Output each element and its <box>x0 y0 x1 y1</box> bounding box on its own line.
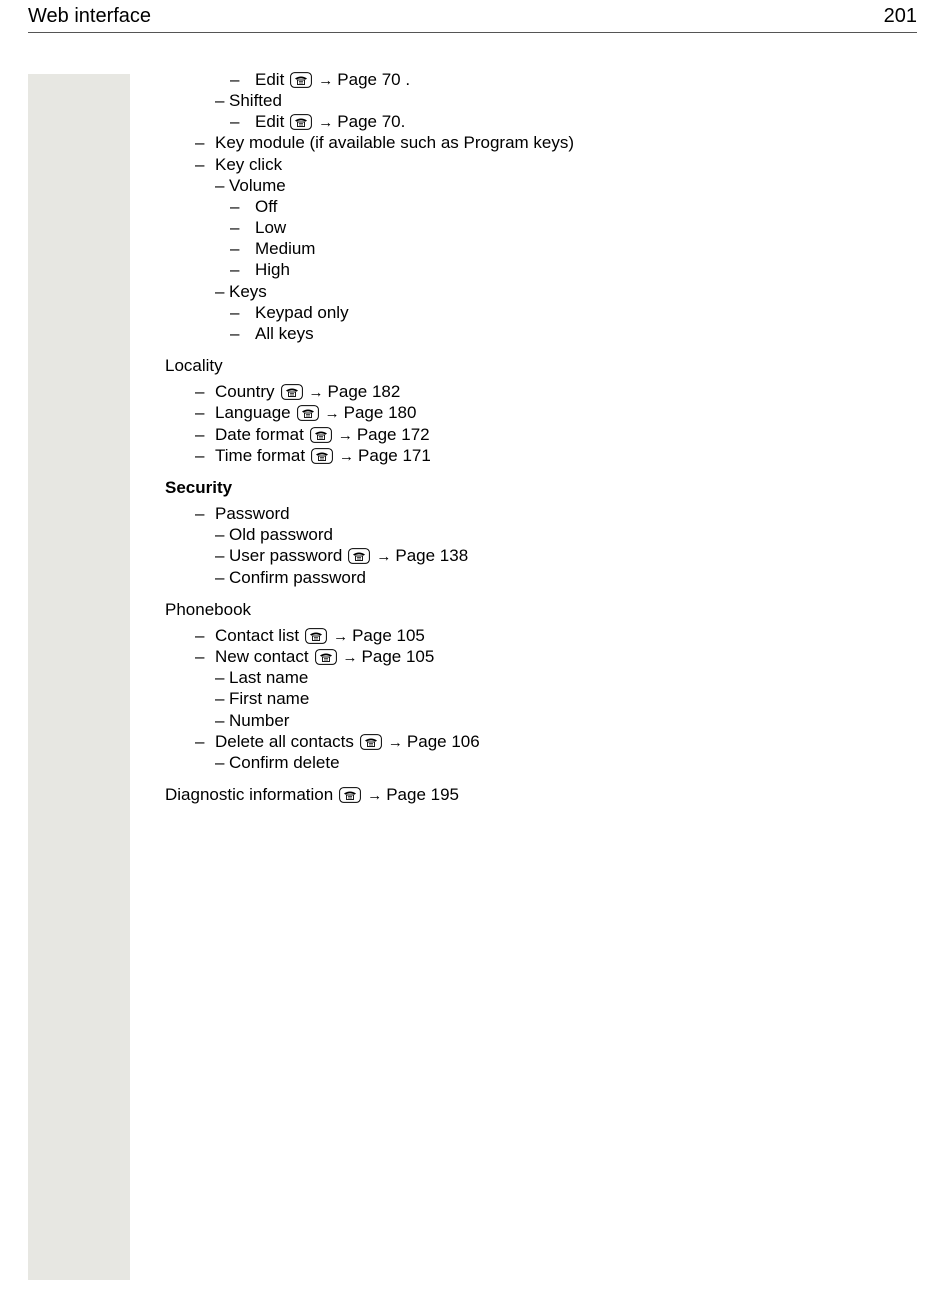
list-item: – Old password <box>215 525 333 544</box>
page-reference: Page 172 <box>356 425 430 444</box>
list-item: – Password <box>195 504 290 523</box>
side-margin-bar <box>28 74 130 1280</box>
list-item: – Keypad only <box>230 303 349 322</box>
list-item: – New contact → Page 105 <box>195 647 434 670</box>
phone-icon <box>290 72 312 93</box>
page-header-title: Web interface <box>28 5 152 27</box>
list-item: – Edit → Page 70. <box>230 112 405 135</box>
page-reference: Page 70. <box>337 112 406 131</box>
list-item: – Date format → Page 172 <box>195 425 430 448</box>
arrow-right-icon: → <box>376 548 392 565</box>
arrow-right-icon: → <box>324 405 340 422</box>
item-label: Medium <box>255 239 316 258</box>
list-item: – Keys <box>215 282 267 301</box>
phone-icon <box>305 628 327 649</box>
header-divider <box>28 32 917 33</box>
list-item: – Delete all contacts → Page 106 <box>195 732 480 755</box>
page-reference: Page 70 . <box>337 70 411 89</box>
arrow-right-icon: → <box>333 628 349 645</box>
arrow-right-icon: → <box>367 787 383 804</box>
item-label: Volume <box>229 176 286 195</box>
page-number: 201 <box>883 5 917 27</box>
item-label: Delete all contacts <box>215 732 354 751</box>
phone-icon <box>281 384 303 405</box>
phone-icon <box>348 548 370 569</box>
page-reference: Page 182 <box>327 382 401 401</box>
list-item: – Number <box>215 711 290 730</box>
list-item: – Contact list → Page 105 <box>195 626 425 649</box>
phone-icon <box>339 787 361 808</box>
list-item: – Key module (if available such as Program keys) <box>195 133 575 152</box>
page-reference: Page 138 <box>395 546 469 565</box>
section-heading-security: Security <box>165 478 233 497</box>
page-reference: Page 171 <box>358 446 431 465</box>
section-heading-phonebook: Phonebook <box>165 600 252 619</box>
arrow-right-icon: → <box>318 72 334 89</box>
page-reference: Page 105 <box>352 626 425 645</box>
item-label: First name <box>229 689 310 708</box>
phone-icon <box>310 427 332 448</box>
section-heading-locality: Locality <box>165 356 223 375</box>
item-label: Date format <box>215 425 304 444</box>
item-label: User password <box>229 546 343 565</box>
item-label: Diagnostic information <box>165 785 334 804</box>
list-item: – Country → Page 182 <box>195 382 400 405</box>
item-label: Off <box>255 197 278 216</box>
item-label: Old password <box>229 525 333 544</box>
item-label: Keypad only <box>255 303 349 322</box>
phone-icon <box>311 448 333 469</box>
item-label: Shifted <box>229 91 282 110</box>
arrow-right-icon: → <box>337 427 353 444</box>
item-label: Country <box>215 382 275 401</box>
item-label: Time format <box>215 446 306 465</box>
item-label: Keys <box>229 282 267 301</box>
list-item: – Confirm delete <box>215 753 340 772</box>
item-label: High <box>255 260 290 279</box>
item-label: Key module (if available such as Program keys) <box>215 133 575 152</box>
list-item: – Edit → Page 70 . <box>230 70 410 93</box>
arrow-right-icon: → <box>387 734 403 751</box>
item-label: Edit <box>255 70 285 89</box>
item-label: Password <box>215 504 290 523</box>
item-label: Key click <box>215 155 283 174</box>
list-item: – Language → Page 180 <box>195 403 416 426</box>
list-item: – Off <box>230 197 278 216</box>
item-label: Confirm password <box>229 568 366 587</box>
item-label: Last name <box>229 668 309 687</box>
phone-icon <box>290 114 312 135</box>
list-item: – Medium <box>230 239 316 258</box>
page-reference: Page 195 <box>386 785 459 804</box>
page-reference: Page 180 <box>343 403 417 422</box>
arrow-right-icon: → <box>308 384 324 401</box>
item-label: Number <box>229 711 290 730</box>
phone-icon <box>360 734 382 755</box>
list-item: – Last name <box>215 668 309 687</box>
arrow-right-icon: → <box>342 649 358 666</box>
list-item: – Confirm password <box>215 568 366 587</box>
item-label: Confirm delete <box>229 753 340 772</box>
list-item: – High <box>230 260 290 279</box>
list-item: – Low <box>230 218 287 237</box>
item-label: New contact <box>215 647 309 666</box>
section-heading-diagnostic <box>165 785 459 808</box>
phone-icon <box>315 649 337 670</box>
item-label: All keys <box>255 324 314 343</box>
arrow-right-icon: → <box>339 448 355 465</box>
page-reference: Page 105 <box>361 647 435 666</box>
item-label: Edit <box>255 112 285 131</box>
page-reference: Page 106 <box>406 732 480 751</box>
list-item: – User password → Page 138 <box>215 546 468 569</box>
list-item: – Volume <box>215 176 286 195</box>
item-label: Low <box>255 218 287 237</box>
arrow-right-icon: → <box>318 114 334 131</box>
item-label: Language <box>215 403 291 422</box>
list-item: – All keys <box>230 324 314 343</box>
list-item: – Shifted <box>215 91 282 110</box>
phone-icon <box>297 405 319 426</box>
list-item: – Time format → Page 171 <box>195 446 431 469</box>
item-label: Contact list <box>215 626 300 645</box>
list-item: – Key click <box>195 155 283 174</box>
list-item: – First name <box>215 689 310 708</box>
